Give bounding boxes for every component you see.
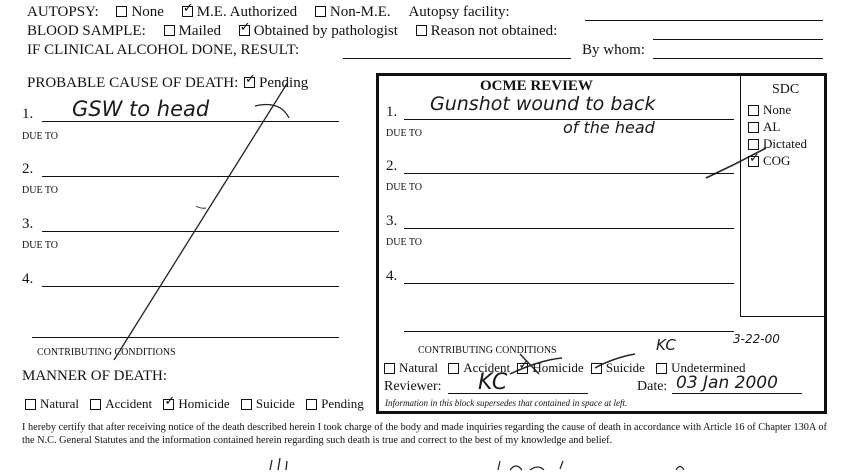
ocme-review-title: OCME REVIEW (480, 78, 593, 94)
autopsy-facility-label: Autopsy facility: (408, 4, 510, 20)
by-whom-label: By whom: (582, 42, 645, 58)
ocme-due-to-label-3: DUE TO (386, 237, 423, 248)
sdc-al-label: AL (763, 119, 781, 134)
manner-pending-label: Pending (321, 396, 364, 411)
ocme-line-1-handwriting-continued: of the head (563, 118, 655, 137)
ocme-manner-undetermined-label: Undetermined (671, 360, 746, 375)
ocme-manner-accident-label: Accident (463, 360, 511, 375)
cause-line-1-number: 1. (22, 106, 34, 122)
manner-natural-label: Natural (40, 396, 79, 411)
cause-line-4-number: 4. (22, 271, 34, 287)
ocme-date-handwriting: 03 Jan 2000 (676, 373, 778, 393)
ocme-line-3-number: 3. (386, 213, 398, 229)
sdc-none-label: None (763, 102, 792, 117)
alcohol-label: IF CLINICAL ALCOHOL DONE, RESULT: (27, 42, 300, 58)
ocme-manner-homicide-label: Homicide (532, 360, 584, 375)
cause-line-3-number: 3. (22, 216, 34, 232)
ocme-line-1-number: 1. (386, 104, 398, 120)
blood-sample-label: BLOOD SAMPLE: (27, 23, 146, 39)
autopsy-label: AUTOPSY: (27, 4, 99, 20)
due-to-label-3: DUE TO (22, 240, 59, 251)
probable-cause-label: PROBABLE CAUSE OF DEATH: (27, 75, 239, 91)
ocme-line-4-number: 4. (386, 268, 398, 284)
manner-suicide-label: Suicide (255, 396, 295, 411)
blood-mailed-label: Mailed (178, 23, 222, 39)
ocme-line-2-number: 2. (386, 158, 398, 174)
due-to-label-1: DUE TO (22, 131, 59, 142)
ocme-manner-suicide-label: Suicide (605, 360, 645, 375)
contributing-conditions-label: CONTRIBUTING CONDITIONS (37, 347, 176, 358)
manner-accident-label: Accident (105, 396, 153, 411)
signature-stroke-1 (270, 458, 287, 470)
sdc-cog-label: COG (763, 153, 791, 168)
autopsy-non-me-label: Non-M.E. (329, 4, 391, 20)
ocme-date-label: Date: (637, 379, 668, 394)
cause-line-2-number: 2. (22, 161, 34, 177)
due-to-label-2: DUE TO (22, 185, 59, 196)
ocme-footnote: Information in this block supersedes that contained in space at left. (385, 398, 628, 408)
blood-obtained-label: Obtained by pathologist (253, 23, 398, 39)
ocme-date-note-handwriting: 3-22-00 (733, 332, 780, 346)
blood-not-obtained-label: Reason not obtained: (430, 23, 558, 39)
sdc-dictated-label: Dictated (763, 136, 808, 151)
ocme-due-to-label-1: DUE TO (386, 128, 423, 139)
probable-cause-pending-label: Pending (259, 75, 309, 91)
certification-text: I hereby certify that after receiving notice of the death described herein I took charge of the body and made inquiries regarding the cause of death in accordance with Article 16 of Chapter 130A of the N.C. General Statutes and the information contained herein regarding such death is true and correct to the best of my knowledge and belief. (22, 422, 827, 446)
cause-line-1-handwriting: GSW to head (72, 97, 210, 121)
manner-homicide-label: Homicide (178, 396, 230, 411)
autopsy-me-authorized-label: M.E. Authorized (196, 4, 298, 20)
ocme-reviewer-label: Reviewer: (384, 379, 442, 394)
ocme-reviewer-signature: KC (478, 370, 508, 395)
autopsy-none-label: None (131, 4, 164, 20)
ocme-initials-handwriting: KC (656, 336, 676, 354)
ocme-line-1-handwriting: Gunshot wound to back (430, 93, 656, 115)
manner-of-death-label: MANNER OF DEATH: (22, 368, 168, 384)
ocme-due-to-label-2: DUE TO (386, 182, 423, 193)
signature-stroke-2 (498, 461, 684, 470)
ocme-manner-natural-label: Natural (399, 360, 438, 375)
ocme-contributing-label: CONTRIBUTING CONDITIONS (418, 345, 557, 356)
sdc-title: SDC (772, 82, 800, 97)
